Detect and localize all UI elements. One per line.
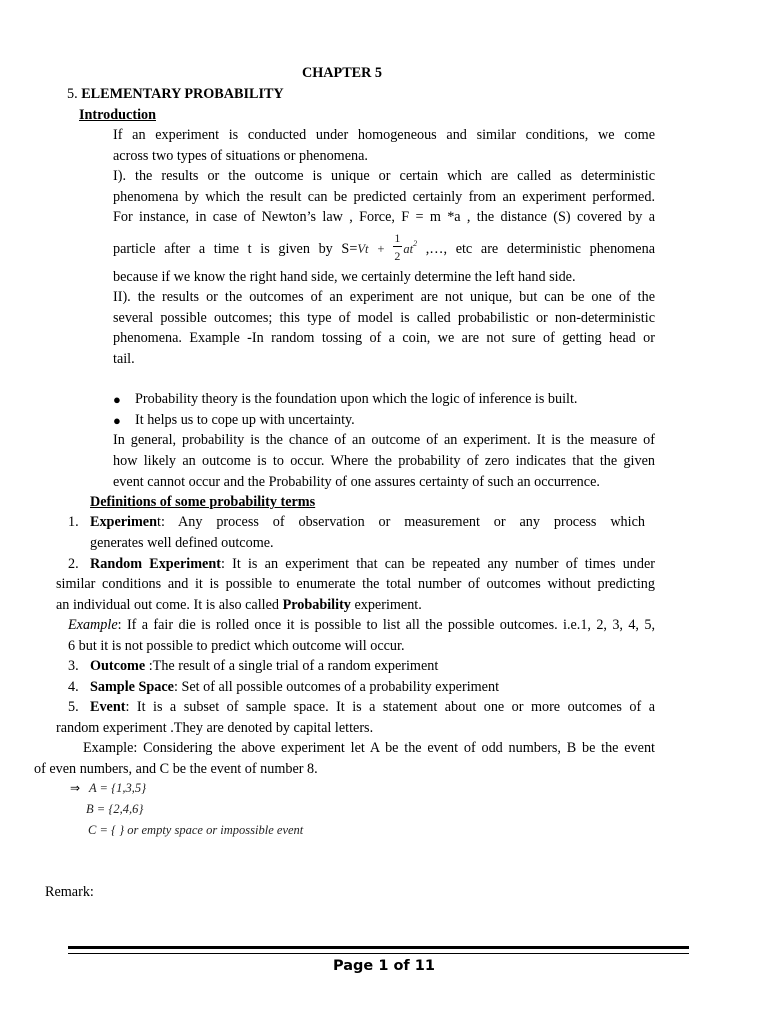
text-line: In general, probability is the chance of an outcome of an experiment. It is the measure of [113, 432, 655, 448]
list-number: 1. [68, 514, 79, 530]
section-number: 5. [67, 86, 82, 102]
list-number: 3. [68, 658, 79, 674]
text-line: event cannot occur and the Probability of one assures certainty of such an occurrence. [113, 474, 600, 490]
bullet-dot-icon: ● [113, 392, 121, 407]
formula: Vt + $\frac{1}{2}$ $at^2$ [357, 231, 418, 264]
introduction-heading: Introduction [79, 107, 156, 123]
chapter-title: CHAPTER 5 [302, 65, 383, 81]
text-line: Outcome :The result of a single trial of a random experiment [90, 658, 439, 674]
definitions-heading: Definitions of some probability terms [90, 494, 316, 510]
set-b: B = {2,4,6} [86, 802, 144, 816]
text-line: an individual out come. It is also called Probability experiment. [56, 597, 422, 613]
list-number: 5. [68, 699, 79, 715]
bullet-dot-icon: ● [113, 413, 121, 428]
text-line: If an experiment is conducted under homogeneous and similar conditions, we come [113, 127, 655, 143]
text-line: similar conditions and it is possible to enumerate the total number of outcomes without predicting [56, 576, 655, 592]
text-line: tail. [113, 351, 135, 367]
text-line: Example: Considering the above experiment let A be the event of odd numbers, B be the event [83, 740, 655, 756]
footer-rule-thick [68, 946, 689, 949]
text-line: phenomena. Example -In random tossing of a coin, we are not sure of getting head or [113, 330, 655, 346]
text-line: Event: It is a subset of sample space. It is a statement about one or more outcomes of a [90, 699, 655, 715]
list-number: 4. [68, 679, 79, 695]
text-line: several possible outcomes; this type of model is called probabilistic or non-deterministic [113, 310, 655, 326]
set-c: C = { } or empty space or impossible event [88, 823, 304, 837]
text-line: across two types of situations or phenomena. [113, 148, 368, 164]
text-line: Sample Space: Set of all possible outcomes of a probability experiment [90, 679, 500, 695]
list-item: It helps us to cope up with uncertainty. [135, 412, 355, 428]
text-line: because if we know the right hand side, we certainly determine the left hand side. [113, 269, 576, 285]
text-line: Experiment: Any process of observation or measurement or any process which [90, 514, 645, 530]
page-number: Page 1 of 11 [333, 958, 435, 974]
implies-arrow-icon: ⇒ [70, 781, 81, 795]
text-line: generates well defined outcome. [90, 535, 274, 551]
text-line: how likely an outcome is to occur. Where the probability of zero indicates that the given [113, 453, 655, 469]
fraction-one-half: $\frac{1}{2}$ [394, 231, 401, 264]
text-line: Example: If a fair die is rolled once it is possible to list all the possible outcomes. i.e.1, 2, 3, 4, 5, [68, 617, 655, 633]
footer-rule-thin [68, 953, 689, 954]
text-line: II). the results or the outcomes of an experiment are not unique, but can be one of the [113, 289, 655, 305]
list-number: 2. [68, 556, 79, 572]
text-line: Random Experiment: It is an experiment that can be repeated any number of times under [90, 556, 655, 572]
section-title: ELEMENTARY PROBABILITY [81, 86, 284, 102]
remark-label: Remark: [45, 884, 94, 900]
text-line: For instance, in case of Newton’s law , Force, F = m *a , the distance (S) covered by a [113, 209, 655, 225]
text-line-with-formula: particle after a time t is given by S=Vt + $\frac{1}{2}$ $at^2$ ,…, etc are deterministic phenomena [113, 231, 655, 264]
section-heading [67, 86, 284, 103]
text-line: random experiment .They are denoted by capital letters. [56, 720, 374, 736]
text-line: 6 but it is not possible to predict which outcome will occur. [68, 638, 405, 654]
set-a: A = {1,3,5} [89, 781, 147, 795]
list-item: Probability theory is the foundation upon which the logic of inference is built. [135, 391, 578, 407]
text-line: I). the results or the outcome is unique or certain which are called as deterministic [113, 168, 655, 184]
text-line: phenomena by which the result can be predicted certainly from an experiment performed. [113, 189, 655, 205]
text-line: of even numbers, and C be the event of number 8. [34, 761, 318, 777]
